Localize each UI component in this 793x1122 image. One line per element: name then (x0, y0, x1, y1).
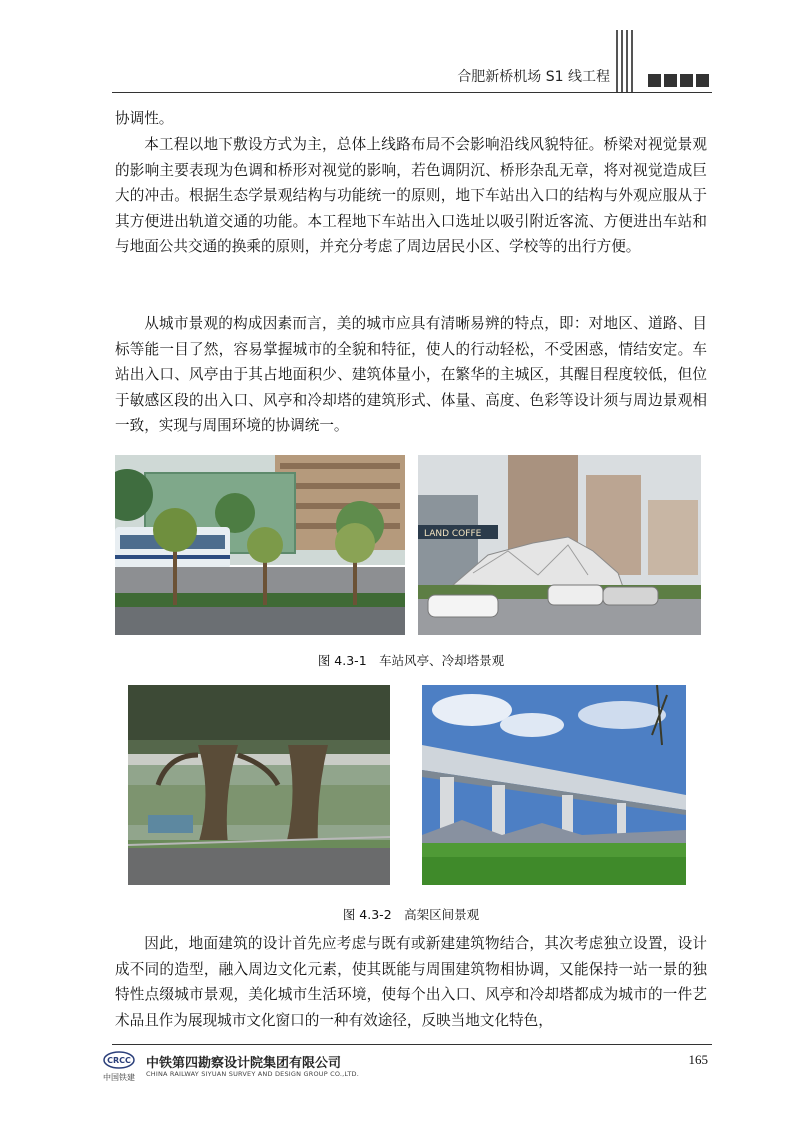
paragraph-surface-building-design: 因此，地面建筑的设计首先应考虑与既有或新建建筑物结合，其次考虑独立设置，设计成不同的造型，融入周边文化元素，使其既能与周围建筑物相协调，又能保持一站一景的独特性点缀城市景观，美化城市生活环境，使每个出入口、风亭和冷却塔都成为城市的一件艺术品且作为展现城市文化窗口的一种有效途径，反映当地文化特色， (115, 935, 707, 1029)
footer-company-en: CHINA RAILWAY SIYUAN SURVEY AND DESIGN GROUP CO.,LTD. (146, 1070, 359, 1078)
shop-sign-text: LAND COFFE (424, 529, 482, 539)
photo-ventilation-pavilion (115, 455, 405, 635)
photo-tree-style-piers (128, 685, 390, 885)
footer-rule (112, 1044, 712, 1045)
figure-caption-4-3-2: 图 4.3-2 高架区间景观 (342, 907, 480, 922)
paragraph-elevated-impact: 本工程以地下敷设方式为主，总体上线路布局不会影响沿线风貌特征。桥梁对视觉景观的影响主要表现为色调和桥形对视觉的影响，若色调阴沉、桥形杂乱无章，将对视觉造成巨大的冲击。根据生态学景观结构与功能统一的原则，地下车站出入口的结构与外观应服从于其方便进出轨道交通的功能。本工程地下车站出入口选址以吸引附近客流、方便进出车站和与地面公共交通的换乘的原则，并充分考虑了周边居民小区、学校等的出行方便。 (115, 136, 707, 256)
photo-elevated-viaduct (422, 685, 686, 885)
paragraph-continuation: 协调性。 (115, 110, 174, 127)
page-number: 165 (688, 1052, 708, 1067)
footer-company-cn: 中铁第四勘察设计院集团有限公司 (146, 1056, 342, 1071)
footer-brand: 中国铁建 (103, 1073, 135, 1082)
header-decorative-bars (616, 30, 646, 92)
logo-text: CRCC (107, 1056, 131, 1065)
header-title: 合肥新桥机场 S1 线工程 (457, 69, 610, 85)
photo-cooling-tower (418, 455, 701, 635)
header-rule (112, 92, 712, 93)
paragraph-city-landscape: 从城市景观的构成因素而言，美的城市应具有清晰易辨的特点，即：对地区、道路、目标等能一目了然，容易掌握城市的全貌和特征，使人的行动轻松，不受困惑，情结安定。车站出入口、风亭由于其占地面积少、建筑体量小，在繁华的主城区，其醒目程度较低，但位于敏感区段的出入口、风亭和冷却塔的建筑形式、体量、高度、色彩等设计须与周边景观相一致，实现与周围环境的协调统一。 (115, 315, 707, 435)
figure-caption-4-3-1: 图 4.3-1 车站风亭、冷却塔景观 (317, 653, 505, 668)
